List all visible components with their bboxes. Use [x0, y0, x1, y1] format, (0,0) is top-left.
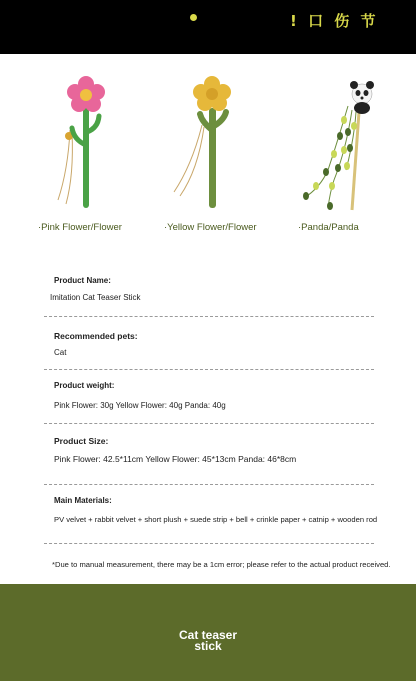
top-banner [0, 0, 416, 54]
measurement-note: *Due to manual measurement, there may be a 1cm error; please refer to the actual product received. [52, 560, 391, 569]
product-panda[interactable] [298, 70, 416, 240]
product-gallery [0, 70, 416, 240]
main-materials-label: Main Materials: [54, 496, 112, 505]
product-size-label: Product Size: [54, 436, 109, 446]
product-name-value: Imitation Cat Teaser Stick [50, 293, 141, 302]
product-label-panda: ·Panda/Panda [298, 222, 359, 233]
decorative-dot [190, 14, 197, 21]
divider [44, 423, 374, 424]
divider [44, 369, 374, 370]
product-label-pink-flower: ·Pink Flower/Flower [38, 222, 122, 233]
product-yellow-flower[interactable] [164, 70, 294, 240]
footer-title [0, 630, 416, 652]
footer-banner [0, 584, 416, 681]
header-glyphs: ! 口 伤 节 [290, 12, 379, 30]
divider [44, 484, 374, 485]
product-size-value: Pink Flower: 42.5*11cm Yellow Flower: 45*13cm Panda: 46*8cm [54, 454, 297, 464]
recommended-pets-value: Cat [54, 348, 67, 357]
product-weight-value: Pink Flower: 30g Yellow Flower: 40g Panda: 40g [54, 401, 226, 410]
panda-toy-image [298, 70, 398, 220]
divider [44, 543, 374, 544]
product-weight-label: Product weight: [54, 381, 115, 390]
footer-title-line2: stick [194, 639, 222, 653]
product-pink-flower[interactable] [38, 70, 168, 240]
main-materials-value: PV velvet + rabbit velvet + short plush + suede strip + bell + crinkle paper + catnip + wooden rod [54, 515, 378, 524]
product-name-label: Product Name: [54, 276, 111, 285]
recommended-pets-label: Recommended pets: [54, 331, 138, 341]
yellow-flower-toy-image [164, 70, 264, 220]
footer-title-line1: Cat teaser [178, 628, 238, 642]
pink-flower-toy-image [38, 70, 138, 220]
product-label-yellow-flower: ·Yellow Flower/Flower [164, 222, 257, 233]
divider [44, 316, 374, 317]
